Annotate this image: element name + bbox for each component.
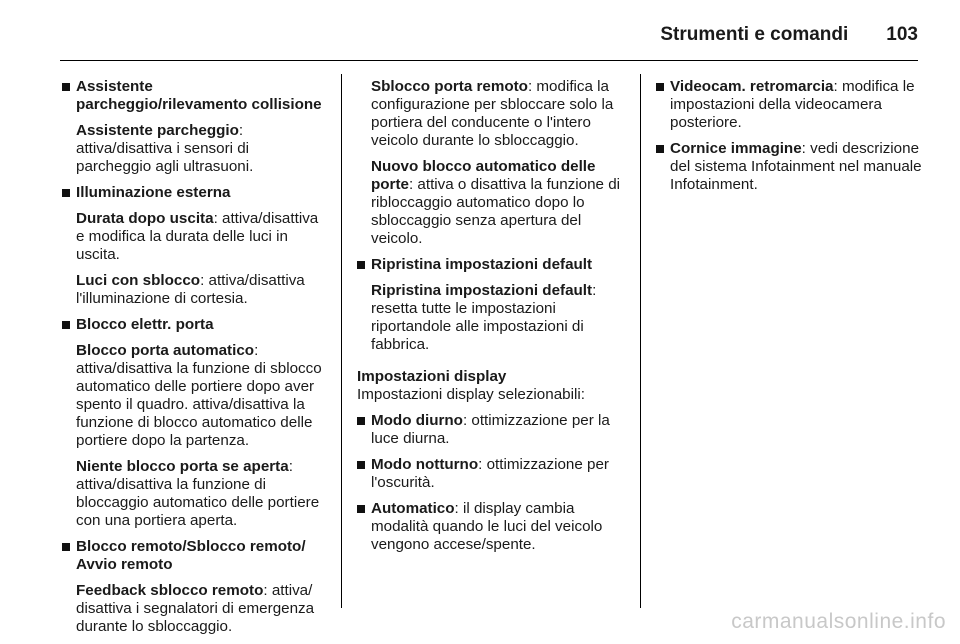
list-item: Blocco remoto/Sblocco remoto/ Avvio remoto [62, 538, 328, 574]
bullet-square-icon [62, 189, 70, 197]
list-item: Cornice immagine: vedi descrizione del sistema Infotainment nel manuale Infotainment. [656, 140, 924, 194]
bullet-square-icon [62, 321, 70, 329]
column-middle [357, 78, 623, 562]
bullet-square-icon [656, 145, 664, 153]
bullet-square-icon [357, 261, 365, 269]
list-item-detail: Ripristina impostazioni default: resetta tutte le impostazioni riportandole alle impostazioni di fabbrica. [371, 282, 597, 353]
column-right [656, 78, 924, 202]
bullet-square-icon [656, 83, 664, 91]
list-item: Ripristina impostazioni default [357, 256, 623, 274]
column-left [62, 78, 328, 644]
bullet-square-icon [357, 417, 365, 425]
bullet-square-icon [62, 543, 70, 551]
list-item-detail: Luci con sblocco: attiva/disattiva l'illuminazione di cortesia. [76, 272, 305, 307]
section-heading: Impostazioni display [357, 368, 507, 385]
list-item-detail: Nuovo blocco automatico delle porte: attiva o disattiva la funzione di ribloccaggio automatico dopo lo sbloccaggio senza apertura del veicolo. [371, 158, 621, 247]
header-rule [60, 60, 918, 61]
bullet-square-icon [357, 505, 365, 513]
list-item: Illuminazione esterna [62, 184, 328, 202]
page-header [60, 18, 918, 52]
list-item: Assistente parcheggio/rilevamento collisione [62, 78, 328, 114]
list-item-detail: Durata dopo uscita: attiva/disattiva e modifica la durata delle luci in uscita. [76, 210, 319, 263]
list-item: Videocam. retromarcia: modifica le impostazioni della videocamera posteriore. [656, 78, 924, 132]
list-item-detail: Feedback sblocco remoto: attiva/ disattiva i segnalatori di emergenza durante lo sbloccaggio. [76, 582, 315, 635]
list-item-detail: Assistente parcheggio: attiva/disattiva i sensori di parcheggio agli ultrasuoni. [76, 122, 254, 175]
section-intro: Impostazioni display selezionabili: [357, 386, 585, 403]
list-item-detail: Sblocco porta remoto: modifica la configurazione per sbloccare solo la portiera del conducente o l'intero veicolo durante lo sbloccaggio. [371, 78, 614, 149]
page-title: Strumenti e comandi [660, 24, 849, 45]
column-divider [640, 74, 641, 608]
list-item: Modo notturno: ottimizzazione per l'oscurità. [357, 456, 623, 492]
list-item-detail: Blocco porta automatico: attiva/disattiva la funzione di sblocco automatico delle portiere dopo aver spento il quadro. attiva/disattiva la funzione di blocco automatico delle portiere dopo la partenza. [76, 342, 322, 449]
list-item: Blocco elettr. porta [62, 316, 328, 334]
list-item: Modo diurno: ottimizzazione per la luce diurna. [357, 412, 623, 448]
bullet-square-icon [357, 461, 365, 469]
page-number: 103 [886, 24, 918, 45]
list-item-detail: Niente blocco porta se aperta: attiva/disattiva la funzione di bloccaggio automatico delle portiere con una portiera aperta. [76, 458, 320, 529]
list-item: Automatico: il display cambia modalità quando le luci del veicolo vengono accese/spente. [357, 500, 623, 554]
column-divider [341, 74, 342, 608]
bullet-square-icon [62, 83, 70, 91]
watermark: carmanualsonline.info [731, 610, 946, 633]
